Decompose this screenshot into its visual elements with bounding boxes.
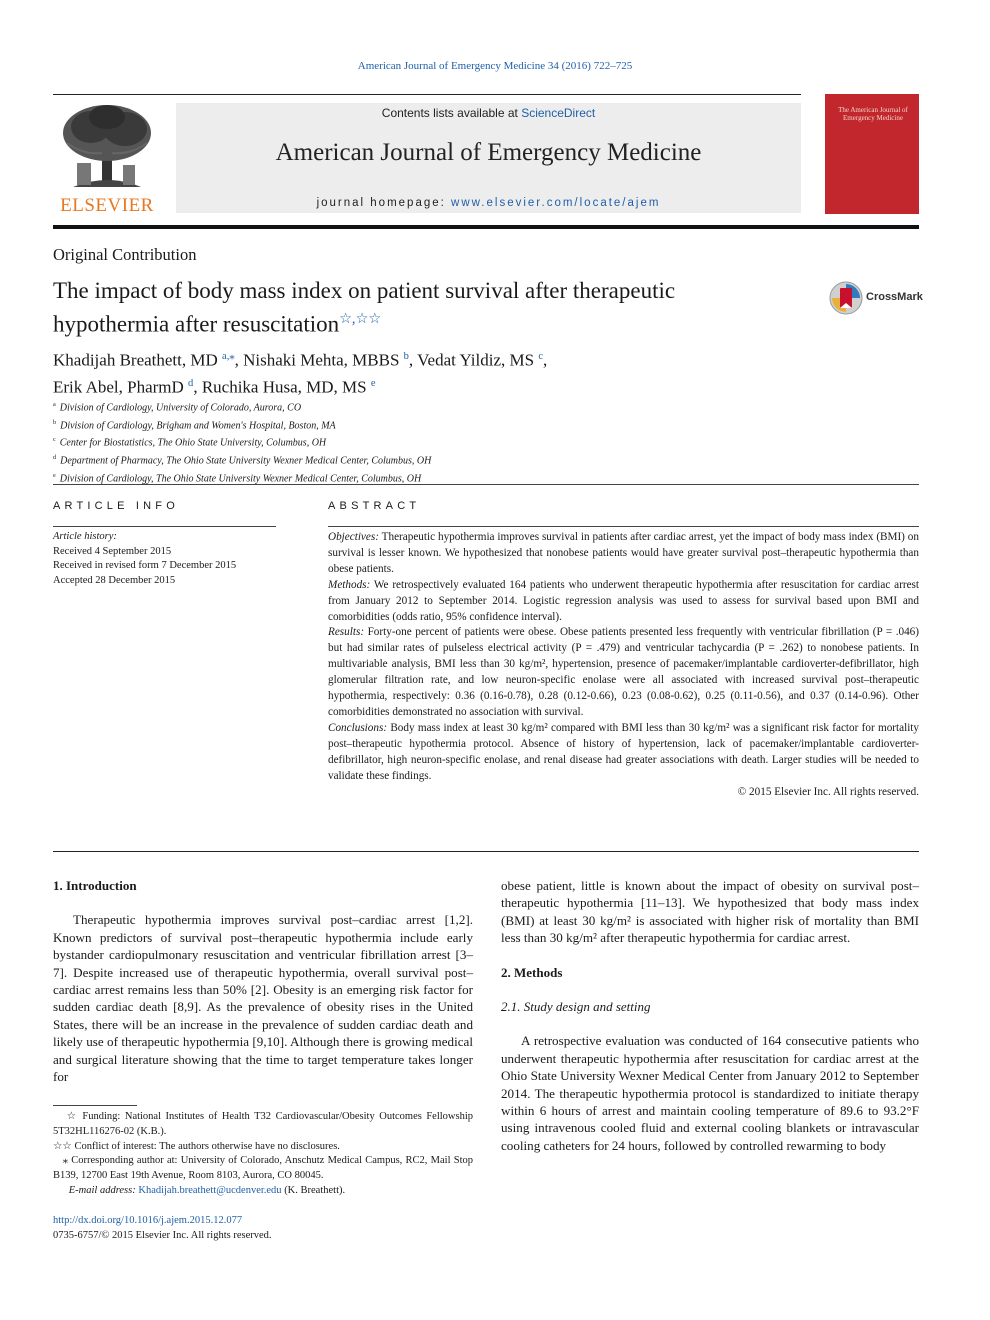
author-affiliation-mark[interactable]: d: [188, 377, 194, 389]
affiliation-key: a: [53, 401, 56, 408]
author-name: Vedat Yildiz, MS: [417, 350, 535, 370]
abstract-rule: [328, 526, 919, 527]
email-suffix: (K. Breathett).: [281, 1184, 346, 1196]
methods-heading: 2. Methods: [501, 964, 563, 980]
abstract-copyright: © 2015 Elsevier Inc. All rights reserved.: [737, 785, 919, 798]
coi-footnote: [53, 1140, 473, 1155]
corresponding-text: Corresponding author at: University of Colorado, Anschutz Medical Campus, RC2, Mail Stop B139, 12700 East 19th Avenue, Room 8103, Aurora, CO 80045.: [53, 1155, 473, 1182]
article-title: [53, 276, 773, 339]
affiliation-item: [53, 433, 753, 451]
homepage-link[interactable]: www.elsevier.com/locate/ajem: [451, 197, 661, 209]
elsevier-logo[interactable]: [53, 103, 161, 215]
masthead: [176, 103, 801, 213]
affiliation-text: Division of Cardiology, University of Colorado, Aurora, CO: [59, 402, 302, 414]
doi-link[interactable]: http://dx.doi.org/10.1016/j.ajem.2015.12.077: [53, 1215, 243, 1226]
abstract-heading: ABSTRACT: [328, 500, 421, 512]
crossmark-badge[interactable]: [828, 280, 928, 316]
affiliation-text: Center for Biostatistics, The Ohio State University, Columbus, OH: [59, 437, 327, 449]
study-design-heading: 2.1. Study design and setting: [501, 999, 651, 1015]
intro-paragraph: Therapeutic hypothermia improves survival post–cardiac arrest [1,2]. Known predictors of survival post–therapeutic hypothermia include early bystander cardiopulmonary resuscitation and ventricular fibrillation arrest [3–7]. Despite increased use of therapeutic hypothermia, overall survival post–cardiac arrest remains less than 50% [2]. Obesity is an emerging risk factor for sudden cardiac death [8,9]. As the prevalence of obesity rises in the United States, there will be an increase in the prevalence of sudden cardiac death and likely use of therapeutic hypothermia [9,10]. Although there is growing medical and surgical literature showing that the time to target temperature takes longer for: [53, 912, 473, 1085]
author-separator: ,: [408, 350, 418, 370]
crossmark-icon: [828, 280, 864, 316]
author-name: Erik Abel, PharmD: [53, 377, 184, 397]
homepage-line: [176, 197, 801, 209]
spacer: [501, 981, 919, 998]
email-footnote: [53, 1184, 473, 1199]
author-separator: ,: [234, 350, 244, 370]
sciencedirect-link[interactable]: ScienceDirect: [521, 106, 596, 120]
spacer: [501, 1015, 919, 1032]
objectives-label: Objectives:: [328, 531, 379, 543]
intro-heading: 1. Introduction: [53, 878, 137, 893]
author-affiliation-mark[interactable]: a,⁎: [222, 351, 235, 362]
author-list: [53, 345, 813, 398]
abstract-results: [328, 625, 919, 720]
corresponding-mark: ⁎: [62, 1155, 68, 1167]
doi-block: [53, 1213, 473, 1243]
header-thick-rule: [53, 225, 919, 229]
conclusions-label: Conclusions:: [328, 721, 388, 734]
affiliation-item: [53, 451, 753, 469]
affiliation-text: Department of Pharmacy, The Ohio State University Wexner Medical Center, Columbus, OH: [60, 455, 432, 467]
spacer: [501, 947, 919, 964]
study-design-paragraph: A retrospective evaluation was conducted of 164 consecutive patients who underwent therapeutic hypothermia after resuscitation for cardiac arrest at the Ohio State University Wexner Medical Center from January 2012 to September 2014. The therapeutic hypothermia protocol is standardized to initiate therapy within 6 hours of arrest and maintain cooling temperature of 89.6 to 93.2°F using intravenous cooled fluid and external cooling blankets or intravascular cooling catheters for 24 hours, followed by controlled rewarming to body: [501, 1033, 919, 1153]
author-affiliation-mark[interactable]: c: [538, 351, 544, 362]
coi-text: Conflict of interest: The authors otherwise have no disclosures.: [71, 1140, 340, 1152]
elsevier-tree-icon: [53, 103, 161, 195]
masthead-rule: [53, 94, 801, 95]
footnotes: [53, 1110, 473, 1199]
author-name: Nishaki Mehta, MBBS: [243, 350, 400, 370]
methods-text: We retrospectively evaluated 164 patients who underwent therapeutic hypothermia after resuscitation for cardiac arrest from January 2012 to September 2014. Logistic regression analysis was used to assess for survival based upon BMI and comorbidities (odds ratio, 95% confidence interval).: [328, 578, 919, 623]
abstract-objectives: [328, 530, 919, 578]
body-rule: [53, 851, 919, 852]
accepted-date: Accepted 28 December 2015: [53, 574, 176, 586]
funding-mark: ☆: [66, 1111, 78, 1122]
funding-footnote: [53, 1110, 473, 1140]
body-column-right: [501, 877, 919, 1154]
coi-mark: ☆☆: [53, 1140, 72, 1152]
author-separator: ,: [193, 377, 202, 397]
affiliation-text: Division of Cardiology, The Ohio State University Wexner Medical Center, Columbus, OH: [59, 472, 422, 484]
journal-reference-link[interactable]: American Journal of Emergency Medicine 34 (2016) 722–725: [357, 60, 633, 72]
article-info-rule: [53, 526, 276, 527]
homepage-prefix: journal homepage:: [316, 197, 452, 209]
contents-prefix: Contents lists available at: [381, 106, 522, 120]
cover-title: The American Journal of Emergency Medicine: [838, 106, 908, 122]
corresponding-footnote: [53, 1154, 473, 1184]
results-label: Results:: [328, 626, 365, 639]
objectives-text: Therapeutic hypothermia improves survival in patients after cardiac arrest, yet the impact of body mass index (BMI) on survival is lesser known. We hypothesized that nonobese patients would have greater survival post–therapeutic hypothermia than obese patients.: [328, 531, 919, 575]
intro-paragraph-continued: obese patient, little is known about the impact of obesity on survival post–therapeutic hypothermia [11–13]. We hypothesized that body mass index (BMI) at least 30 kg/m² is associated with higher risk of mortality than BMI less than 30 kg/m² after therapeutic hypothermia for cardiac arrest.: [501, 878, 919, 946]
affiliation-key: b: [53, 418, 57, 426]
info-rule: [53, 484, 919, 485]
affiliation-text: Division of Cardiology, Brigham and Women's Hospital, Boston, MA: [60, 419, 336, 431]
article-title-text: The impact of body mass index on patient survival after therapeutic hypothermia after resuscitation: [53, 278, 676, 337]
crossmark-label: CrossMark: [866, 291, 923, 303]
article-info-heading: ARTICLE INFO: [53, 500, 179, 512]
spacer: [53, 894, 473, 911]
methods-label: Methods:: [328, 578, 371, 591]
title-footnote-marks[interactable]: ☆,☆☆: [339, 311, 382, 327]
conclusions-text: Body mass index at least 30 kg/m² compared with BMI less than 30 kg/m² was a significant risk factor for mortality post–therapeutic hypothermia protocol. Absence of history of hypertension, lack of pacemaker/implantable cardioverter-defibrillator, high neuron-specific enolase, and renal disease had greater associations with death. Larger studies will be needed to validate these findings.: [328, 721, 919, 782]
journal-cover[interactable]: [825, 94, 919, 214]
email-link[interactable]: Khadijah.breathett@ucdenver.edu: [138, 1184, 282, 1196]
author-name: Khadijah Breathett, MD: [53, 350, 218, 370]
journal-title: American Journal of Emergency Medicine: [275, 139, 702, 166]
abstract-conclusions: [328, 721, 919, 785]
affiliation-key: d: [53, 453, 57, 461]
received-date: Received 4 September 2015: [53, 545, 172, 557]
results-text: Forty-one percent of patients were obese. Obese patients presented less frequently with ventricular fibrillation (P = .046) but had similar rates of pulseless electrical activity (P = .479) and ventricular tachycardia (P = .262) to nonobese patients. In multivariable analysis, BMI less than 30 kg/m², hypertension, presence of pacemaker/implantable cardioverter-defibrillator, high glomerular filtration rate, and low neuron-specific enolase were all associated with increased survival post–therapeutic hypothermia, respectively: 0.36 (0.16-0.78), 0.28 (0.12-0.66), 0.23 (0.08-0.62), 0.25 (0.11-0.56), and 0.37 (0.14-0.96). Other comorbidities demonstrated no association with survival.: [328, 626, 919, 718]
author-affiliation-mark[interactable]: b: [403, 351, 409, 362]
affiliation-list: [53, 398, 753, 486]
article-history: [53, 530, 283, 588]
article-type: Original Contribution: [53, 245, 197, 264]
affiliation-key: e: [53, 471, 56, 479]
body-column-left: [53, 877, 473, 1085]
author-name: Ruchika Husa, MD, MS: [201, 377, 367, 397]
funding-text: Funding: National Institutes of Health T32 Cardiovascular/Obesity Outcomes Fellowship 5T32HL116276-02 (K.B.).: [53, 1111, 474, 1137]
revised-date: Received in revised form 7 December 2015: [53, 560, 237, 571]
abstract-methods: [328, 578, 919, 626]
issn-line: 0735-6757/© 2015 Elsevier Inc. All rights reserved.: [53, 1230, 272, 1241]
affiliation-item: [53, 398, 753, 416]
author-affiliation-mark[interactable]: e: [370, 377, 376, 389]
author-separator: ,: [543, 350, 548, 370]
affiliation-item: [53, 416, 753, 434]
history-label: Article history:: [53, 531, 117, 542]
email-label: E-mail address:: [68, 1184, 139, 1196]
affiliation-key: c: [53, 436, 56, 444]
footnote-rule: [53, 1105, 137, 1106]
contents-line: [176, 106, 801, 120]
elsevier-wordmark: ELSEVIER: [60, 195, 154, 216]
abstract-body: [328, 530, 919, 800]
